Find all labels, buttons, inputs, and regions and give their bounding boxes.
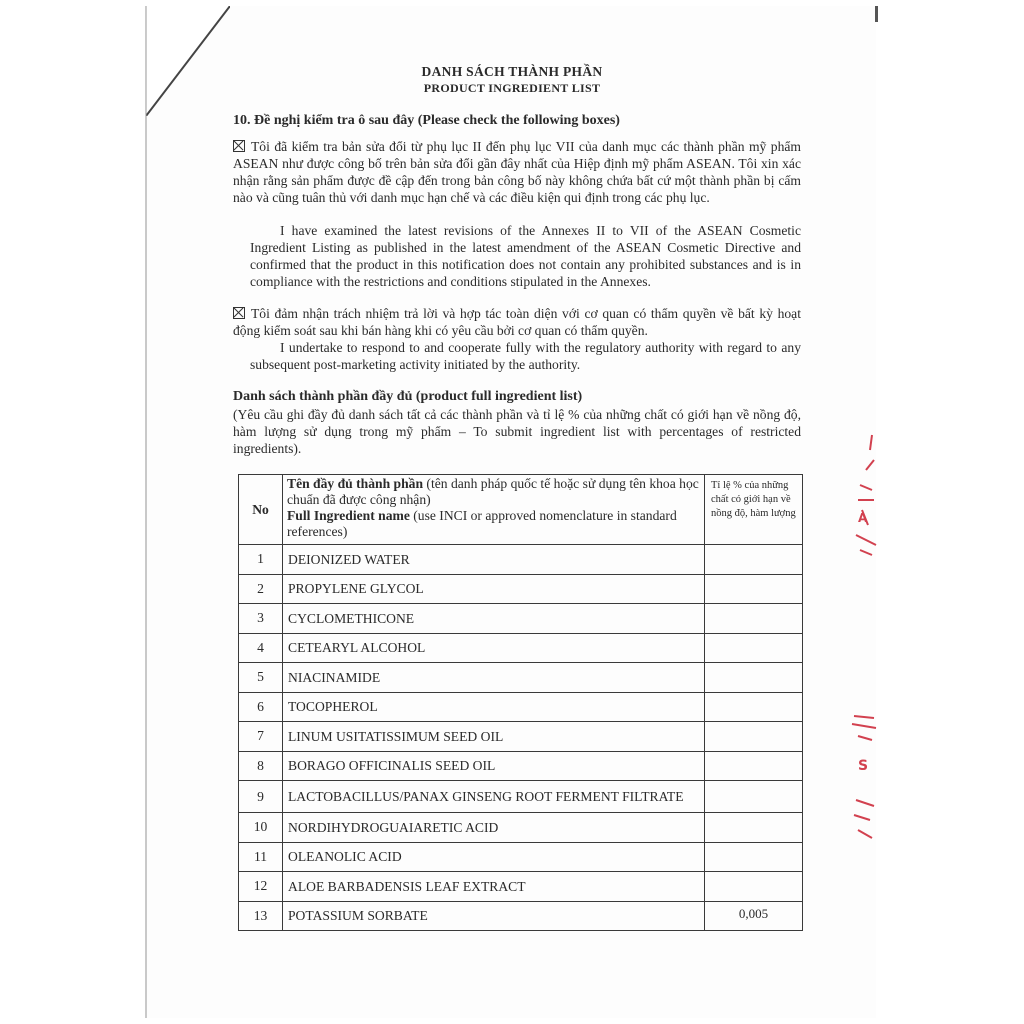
row-number: 11 [239,842,283,872]
declaration-2-en: I undertake to respond to and cooperate fully with the regulatory authority with regard to any subsequent post-marketing activity initiated by the authority. [250,340,801,372]
row-number: 13 [239,901,283,931]
ingredient-name: CYCLOMETHICONE [283,604,705,634]
header-ingredient-name [283,475,705,545]
ingredient-percentage [705,692,803,722]
ingredient-name: OLEANOLIC ACID [283,842,705,872]
ingredient-percentage [705,872,803,902]
table-row [239,781,803,813]
table-row [239,574,803,604]
ingredient-percentage [705,722,803,752]
ingredient-name: TOCOPHEROL [283,692,705,722]
checked-box-icon [233,140,245,152]
ingredient-name: NORDIHYDROGUAIARETIC ACID [283,813,705,843]
table-row [239,633,803,663]
checked-box-icon [233,307,245,319]
page-left-edge [145,6,147,1018]
row-number: 8 [239,751,283,781]
row-number: 12 [239,872,283,902]
table-row [239,751,803,781]
header-percentage: Tỉ lệ % của những chất có giới hạn về nồng độ, hàm lượng [705,475,803,545]
ingredient-table [238,474,803,931]
row-number: 1 [239,545,283,575]
table-row [239,813,803,843]
ingredient-name: DEIONIZED WATER [283,545,705,575]
row-number: 3 [239,604,283,634]
row-number: 4 [239,633,283,663]
ingredient-name: LINUM USITATISSIMUM SEED OIL [283,722,705,752]
ingredient-name: ALOE BARBADENSIS LEAF EXTRACT [283,872,705,902]
header-name-vi-rest: (tên danh pháp quốc tế hoặc sử dụng tên khoa học chuẩn đã được công nhận) [287,476,699,507]
table-row [239,545,803,575]
header-name-vi-bold: Tên đầy đủ thành phần [287,476,424,491]
ingredient-name: NIACINAMIDE [283,663,705,693]
svg-text:A: A [858,511,868,525]
ingredient-percentage [705,781,803,813]
row-number: 5 [239,663,283,693]
table-row [239,872,803,902]
page-right-edge [875,6,878,22]
table-row [239,692,803,722]
table-header-row [239,475,803,545]
declaration-2 [233,305,801,339]
red-seal-stamp-top [852,430,878,560]
ingredient-percentage [705,633,803,663]
header-no: No [239,475,283,545]
row-number: 7 [239,722,283,752]
red-seal-stamp-bottom [848,710,878,845]
ingredient-percentage [705,545,803,575]
ingredient-name: POTASSIUM SORBATE [283,901,705,931]
ingredient-name: LACTOBACILLUS/PANAX GINSENG ROOT FERMENT FILTRATE [283,781,705,813]
ingredient-percentage [705,751,803,781]
ingredient-percentage [705,574,803,604]
section-heading: 10. Đề nghị kiểm tra ô sau đây (Please check the following boxes) [233,113,620,128]
declaration-1-vi: Tôi đã kiểm tra bản sửa đổi từ phụ lục II đến phụ lục VII của danh mục các thành phần mỹ phẩm ASEAN như được công bố trên bản sửa đổi gần đây nhất của Hiệp định mỹ phẩm ASEAN. Tôi xin xác nhận rằng sản phẩm được đề cập đến trong bản công bố này không chứa bất cứ một thành phần bị cấm nào và cũng tuân thủ với danh mục hạn chế và các điều kiện qui định trong các phụ lục. [233,139,801,205]
row-number: 9 [239,781,283,813]
ingredient-percentage [705,604,803,634]
table-row [239,663,803,693]
ingredient-name: BORAGO OFFICINALIS SEED OIL [283,751,705,781]
declaration-1 [233,138,801,206]
declaration-2-vi: Tôi đảm nhận trách nhiệm trả lời và hợp tác toàn diện với cơ quan có thẩm quyền về bất kỳ hoạt động kiểm soát sau khi bán hàng khi có yêu cầu bởi cơ quan có thẩm quyền. [233,306,801,338]
document-title-en: PRODUCT INGREDIENT LIST [423,81,601,95]
table-row [239,604,803,634]
ingredient-percentage [705,813,803,843]
header-name-en-bold: Full Ingredient name [287,508,410,523]
document-title-vi: DANH SÁCH THÀNH PHẦN [421,64,603,79]
ingredient-name: CETEARYL ALCOHOL [283,633,705,663]
row-number: 10 [239,813,283,843]
row-number: 2 [239,574,283,604]
folded-corner [146,6,230,116]
ingredient-list-heading: Danh sách thành phần đầy đủ (product full ingredient list) [233,389,583,404]
table-row [239,842,803,872]
ingredient-name: PROPYLENE GLYCOL [283,574,705,604]
table-row [239,901,803,931]
row-number: 6 [239,692,283,722]
declaration-1-en: I have examined the latest revisions of the Annexes II to VII of the ASEAN Cosmetic Ingredient Listing as published in the latest amendment of the ASEAN Cosmetic Directive and confirmed that the product in this notification does not contain any prohibited substances and is in compliance with the restrictions and conditions stipulated in the Annexes. [250,223,801,289]
ingredient-list-note: (Yêu cầu ghi đầy đủ danh sách tất cả các thành phần và tỉ lệ % của những chất có giới hạn về nồng độ, hàm lượng sử dụng trong mỹ phẩm – To submit ingredient list with percentages of restricted ingredients). [233,407,801,456]
ingredient-percentage [705,663,803,693]
table-row [239,722,803,752]
header-name-en-rest: (use INCI or approved nomenclature in standard references) [287,508,677,539]
ingredient-percentage: 0,005 [705,901,803,931]
ingredient-percentage [705,842,803,872]
svg-text:S: S [858,758,869,774]
